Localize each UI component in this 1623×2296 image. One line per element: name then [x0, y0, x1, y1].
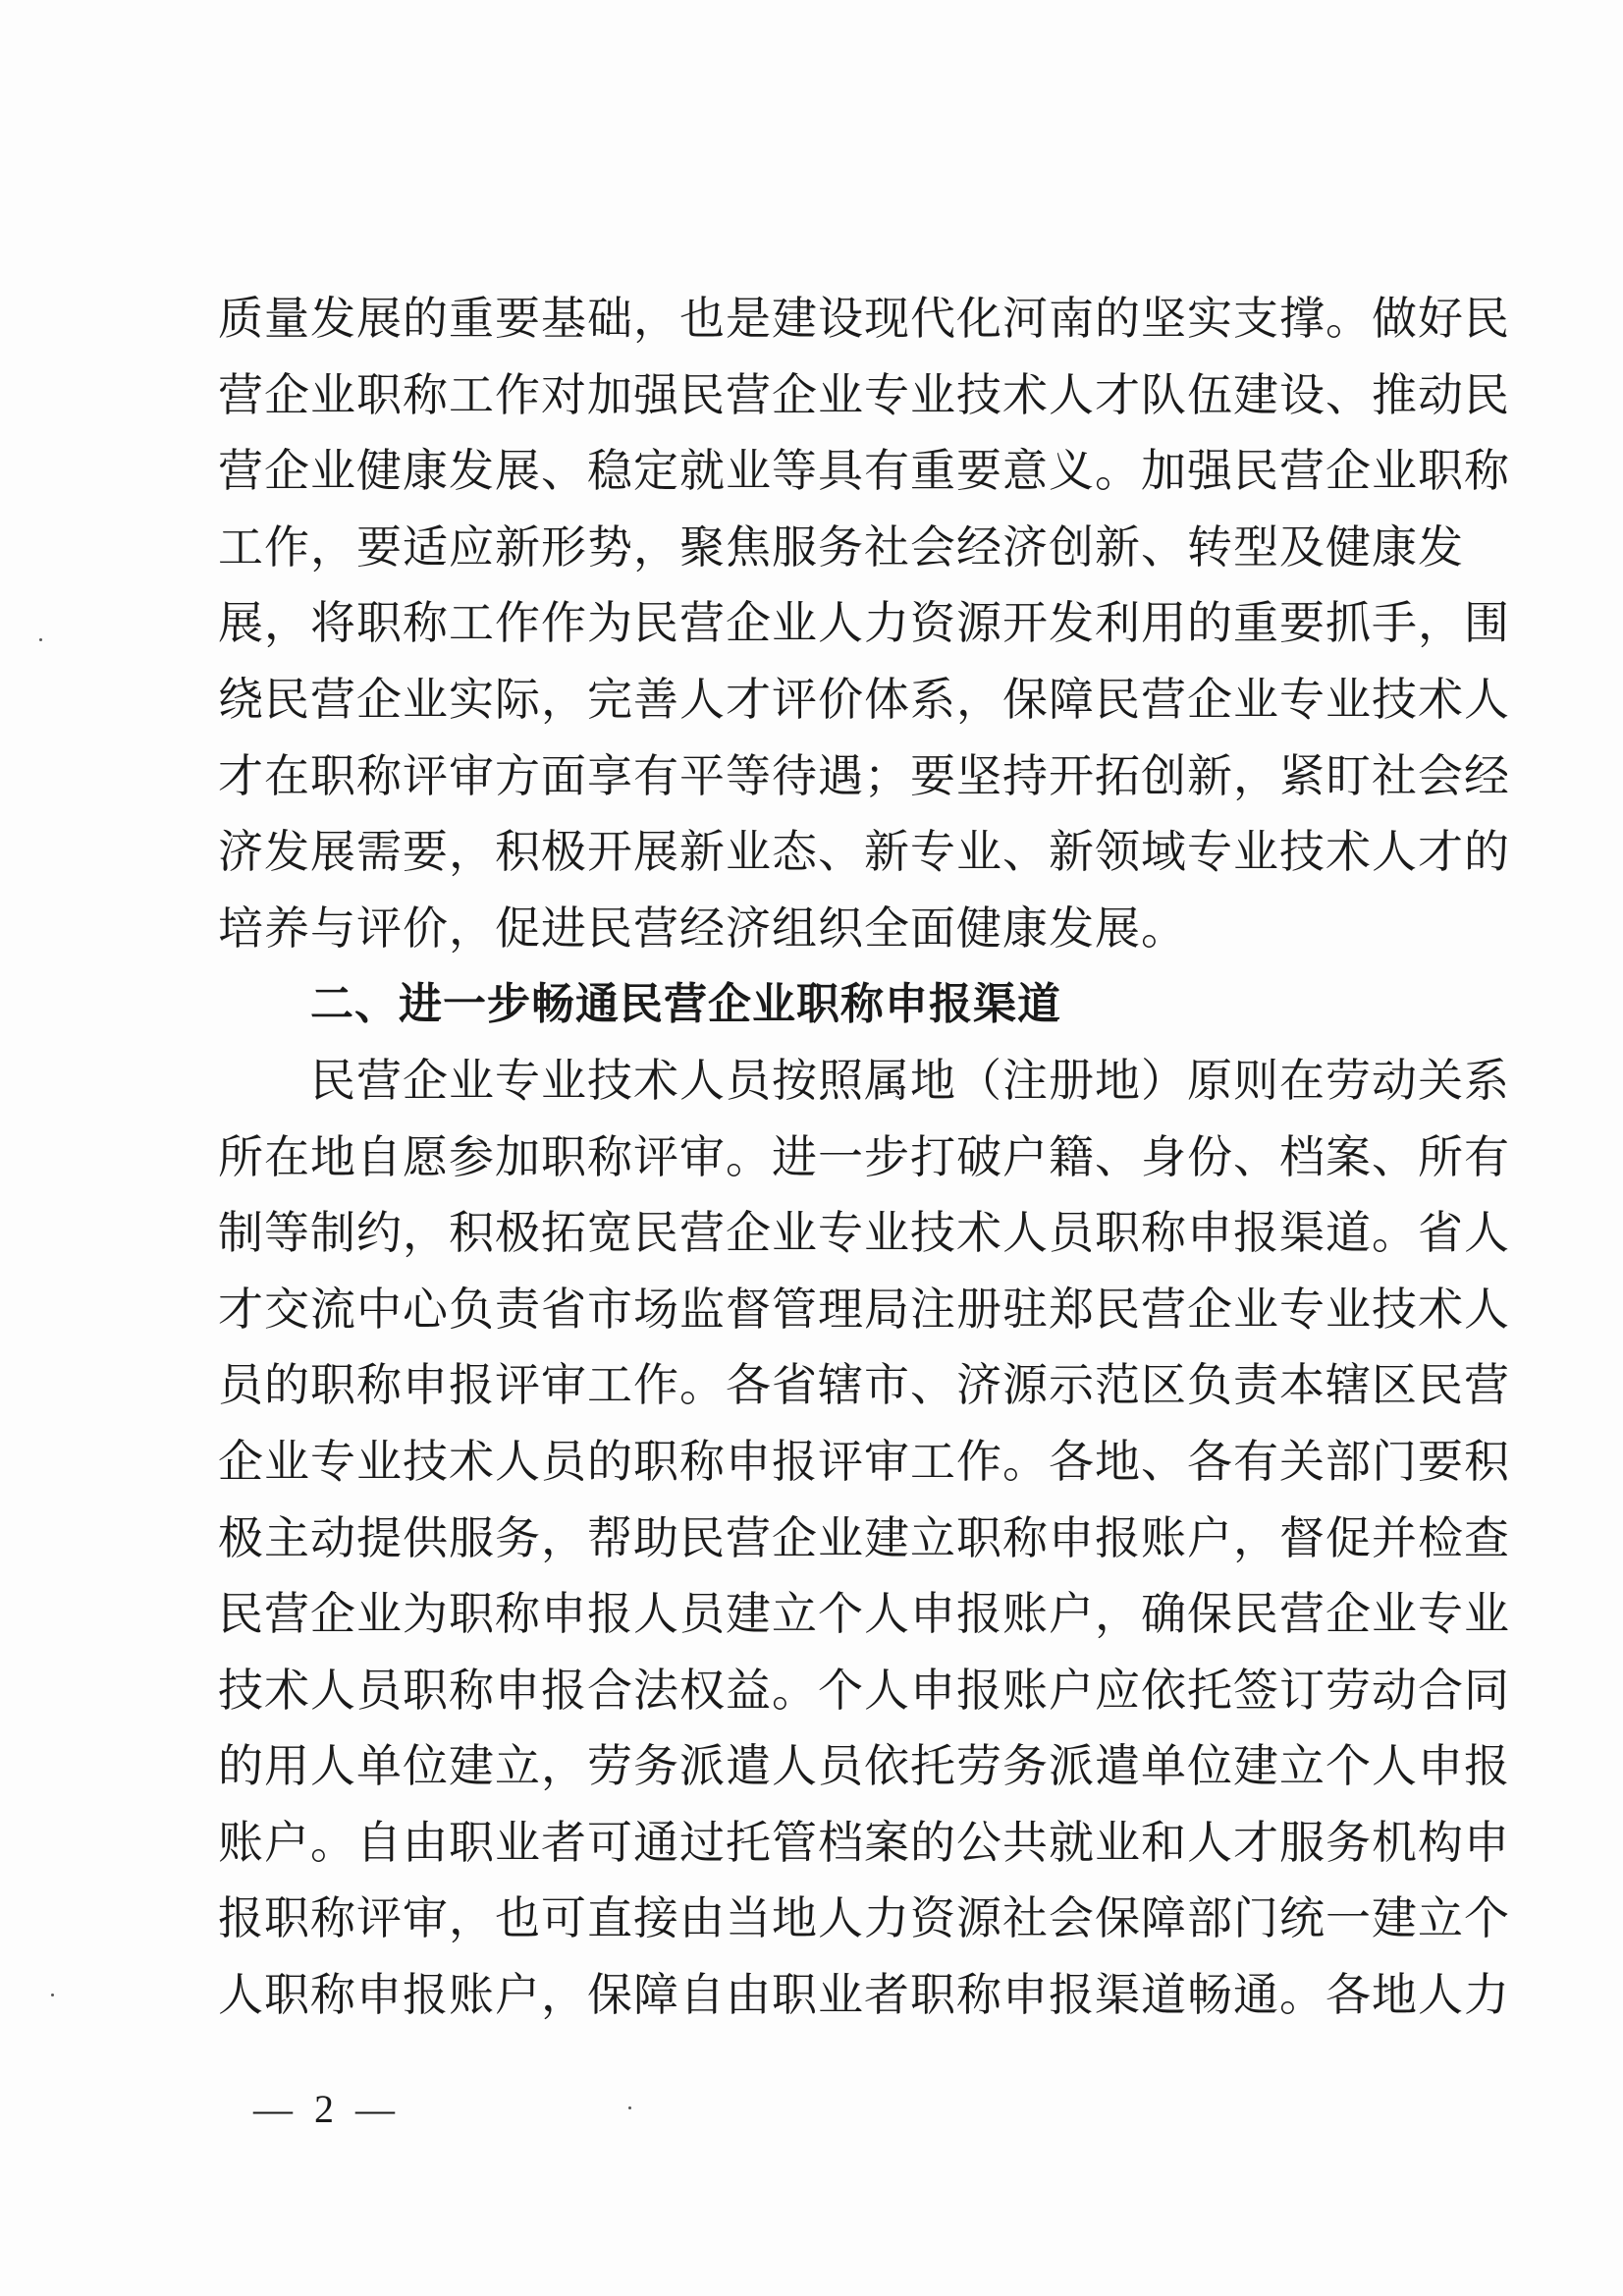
text-line: 所在地自愿参加职称评审。进一步打破户籍、身份、档案、所有: [218, 1129, 1510, 1183]
text-line: 制等制约，积极拓宽民营企业专业技术人员职称申报渠道。省人: [218, 1206, 1510, 1260]
section-heading: 二、进一步畅通民营企业职称申报渠道: [310, 979, 1061, 1030]
text-line: 的用人单位建立，劳务派遣人员依托劳务派遣单位建立个人申报: [218, 1739, 1510, 1793]
text-line: 展，将职称工作作为民营企业人力资源开发利用的重要抓手，围: [218, 596, 1510, 650]
text-line: 极主动提供服务，帮助民营企业建立职称申报账户，督促并检查: [218, 1510, 1510, 1564]
text-line: 培养与评价，促进民营经济组织全面健康发展。: [218, 901, 1187, 955]
text-line: 济发展需要，积极开展新业态、新专业、新领域专业技术人才的: [218, 825, 1510, 879]
text-line: 账户。自由职业者可通过托管档案的公共就业和人才服务机构申: [218, 1815, 1510, 1869]
scan-speck: [51, 1994, 54, 1996]
text-line: 绕民营企业实际，完善人才评价体系，保障民营企业专业技术人: [218, 672, 1510, 726]
text-line: 民营企业为职称申报人员建立个人申报账户，确保民营企业专业: [218, 1587, 1510, 1641]
page-number: — 2 —: [253, 2087, 401, 2131]
text-line: 才在职称评审方面享有平等待遇；要坚持开拓创新，紧盯社会经: [218, 748, 1510, 802]
text-line: 才交流中心负责省市场监督管理局注册驻郑民营企业专业技术人: [218, 1282, 1510, 1336]
text-line: 民营企业专业技术人员按照属地（注册地）原则在劳动关系: [310, 1053, 1510, 1107]
text-line: 营企业职称工作对加强民营企业专业技术人才队伍建设、推动民: [218, 367, 1510, 421]
text-line: 企业专业技术人员的职称申报评审工作。各地、各有关部门要积: [218, 1434, 1510, 1488]
text-line: 工作，要适应新形势，聚焦服务社会经济创新、转型及健康发: [218, 519, 1464, 574]
text-line: 员的职称申报评审工作。各省辖市、济源示范区负责本辖区民营: [218, 1358, 1510, 1412]
text-line: 质量发展的重要基础，也是建设现代化河南的坚实支撑。做好民: [218, 292, 1510, 345]
text-line: 人职称申报账户，保障自由职业者职称申报渠道畅通。各地人力: [218, 1968, 1510, 2022]
text-line: 技术人员职称申报合法权益。个人申报账户应依托签订劳动合同: [218, 1663, 1510, 1717]
scan-speck: [628, 2106, 631, 2109]
text-line: 报职称评审，也可直接由当地人力资源社会保障部门统一建立个: [218, 1891, 1510, 1945]
text-line: 营企业健康发展、稳定就业等具有重要意义。加强民营企业职称: [218, 444, 1510, 498]
body-text: [218, 281, 1510, 2034]
scan-speck: [39, 638, 42, 641]
